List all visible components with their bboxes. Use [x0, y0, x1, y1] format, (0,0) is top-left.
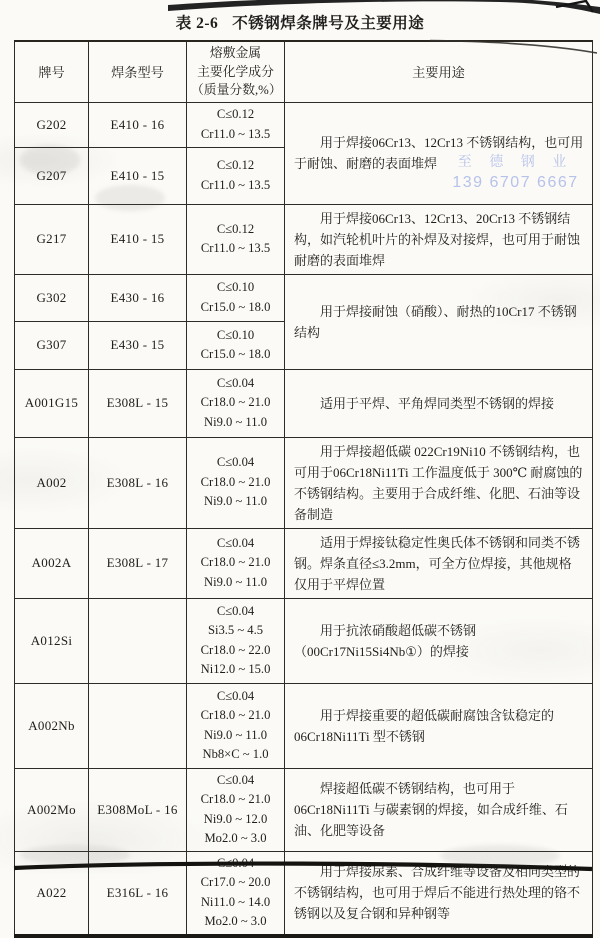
composition-cell: C≤0.04 Si3.5 ~ 4.5 Cr18.0 ~ 22.0 Ni12.0 ~ 15.0	[187, 598, 285, 683]
composition-cell: C≤0.04 Cr18.0 ~ 21.0 Ni9.0 ~ 11.0	[187, 437, 285, 528]
bleed-through-smudge	[20, 845, 130, 865]
watermark-company: 至 德 钢 业	[457, 155, 574, 170]
composition-cell: C≤0.04 Cr18.0 ~ 21.0 Ni9.0 ~ 12.0 Mo2.0 ~ 3.0	[187, 768, 285, 851]
table-number: 表 2-6	[175, 15, 219, 32]
use-cell: 用于焊接06Cr13、12Cr13 不锈钢结构，也可用于耐蚀、耐磨的表面堆焊	[285, 102, 593, 204]
table-row	[15, 598, 593, 683]
page-title	[0, 11, 600, 33]
composition-cell: C≤0.04 Cr18.0 ~ 21.0 Ni9.0 ~ 11.0	[187, 528, 285, 598]
brand-cell: A001G15	[15, 369, 89, 437]
table-row	[15, 683, 593, 768]
model-cell: E316L - 16	[89, 851, 187, 936]
model-cell	[89, 683, 187, 768]
model-cell: E308L - 17	[89, 528, 187, 598]
table-row	[15, 768, 593, 851]
table-title: 不锈钢焊条牌号及主要用途	[232, 15, 425, 32]
brand-cell: A012Si	[15, 598, 89, 683]
brand-cell: G207	[15, 147, 89, 204]
brand-cell: A002A	[15, 528, 89, 598]
composition-cell: C≤0.10 Cr15.0 ~ 18.0	[187, 321, 285, 369]
brand-cell: G307	[15, 321, 89, 369]
table-row	[15, 102, 593, 147]
bleed-through-smudge	[95, 185, 165, 211]
model-cell: E430 - 15	[89, 321, 187, 369]
brand-cell: A002	[15, 437, 89, 528]
composition-cell: C≤0.12 Cr11.0 ~ 13.5	[187, 102, 285, 147]
watermark-phone: 139 6707 6667	[452, 174, 579, 191]
composition-cell: C≤0.12 Cr11.0 ~ 13.5	[187, 204, 285, 274]
brand-cell: A022	[15, 851, 89, 936]
header-composition: 熔敷金属 主要化学成分 （质量分数,%）	[187, 41, 285, 102]
composition-cell: C≤0.04 Cr18.0 ~ 21.0 Ni9.0 ~ 11.0	[187, 369, 285, 437]
model-cell: E308MoL - 16	[89, 768, 187, 851]
table-row	[15, 528, 593, 598]
use-cell: 用于焊接尿素、合成纤维等设备及相同类型的不锈钢结构，也可用于焊后不能进行热处理的铬不锈钢以及复合钢和异种钢等	[285, 851, 593, 936]
brand-cell: G302	[15, 274, 89, 321]
use-cell: 用于焊接耐蚀（硝酸）、耐热的10Cr17 不锈钢结构	[285, 274, 593, 369]
welding-rod-table	[14, 40, 593, 938]
use-cell: 用于抗浓硝酸超低碳不锈钢（00Cr17Ni15Si4Nb①）的焊接	[285, 598, 593, 683]
header-use: 主要用途	[285, 41, 593, 102]
brand-cell: G217	[15, 204, 89, 274]
model-cell: E410 - 15	[89, 204, 187, 274]
composition-cell: C≤0.04 Cr17.0 ~ 20.0 Ni11.0 ~ 14.0 Mo2.0 ~ 3.0	[187, 851, 285, 936]
composition-cell: C≤0.10 Cr15.0 ~ 18.0	[187, 274, 285, 321]
brand-cell: G202	[15, 102, 89, 147]
use-cell: 适用于平焊、平角焊同类型不锈钢的焊接	[285, 369, 593, 437]
bleed-through-smudge	[440, 845, 560, 867]
table-row	[15, 437, 593, 528]
table-row	[15, 369, 593, 437]
brand-cell: A002Mo	[15, 768, 89, 851]
model-cell: E308L - 15	[89, 369, 187, 437]
composition-cell: C≤0.04 Cr18.0 ~ 21.0 Ni9.0 ~ 11.0 Nb8×C ~ 1.0	[187, 683, 285, 768]
bleed-through-smudge	[20, 145, 80, 175]
header-row	[15, 41, 593, 102]
use-cell: 焊接超低碳不锈钢结构，也可用于 06Cr18Ni11Ti 与碳素钢的焊接，如合成纤维、石油、化肥等设备	[285, 768, 593, 851]
use-cell: 用于焊接重要的超低碳耐腐蚀含钛稳定的 06Cr18Ni11Ti 型不锈钢	[285, 683, 593, 768]
model-cell	[89, 598, 187, 683]
use-cell: 适用于焊接钛稳定性奥氏体不锈钢和同类不锈钢。焊条直径≤3.2mm，可全方位焊接，其他规格仅用于平焊位置	[285, 528, 593, 598]
header-model: 焊条型号	[89, 41, 187, 102]
table-row	[15, 274, 593, 321]
header-brand: 牌号	[15, 41, 89, 102]
model-cell: E308L - 16	[89, 437, 187, 528]
composition-cell: C≤0.12 Cr11.0 ~ 13.5	[187, 147, 285, 204]
use-cell: 用于焊接06Cr13、12Cr13、20Cr13 不锈钢结构，如汽轮机叶片的补焊及对接焊，也可用于耐蚀耐磨的表面堆焊	[285, 204, 593, 274]
brand-cell: A002Nb	[15, 683, 89, 768]
use-cell: 用于焊接超低碳 022Cr19Ni10 不锈钢结构，也可用于06Cr18Ni11Ti 工作温度低于 300℃ 耐腐蚀的不锈钢结构。主要用于合成纤维、化肥、石油等设备制造	[285, 437, 593, 528]
model-cell: E410 - 15	[89, 147, 187, 204]
model-cell: E410 - 16	[89, 102, 187, 147]
model-cell: E430 - 16	[89, 274, 187, 321]
table-row	[15, 204, 593, 274]
